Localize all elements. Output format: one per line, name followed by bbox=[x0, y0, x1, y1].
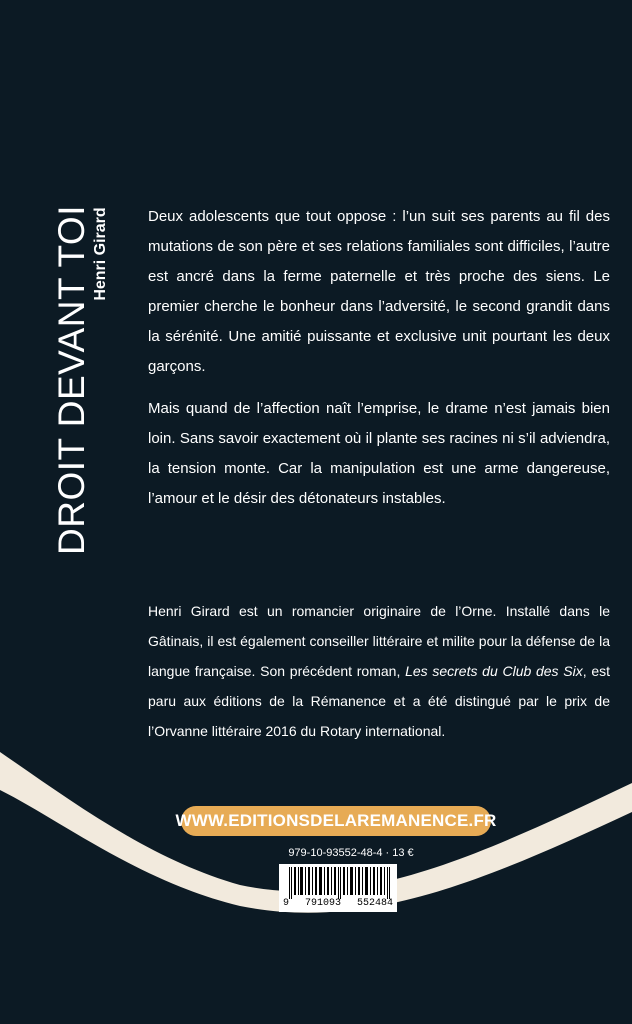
barcode-digit-first: 9 bbox=[283, 898, 290, 909]
barcode-digits bbox=[281, 898, 395, 910]
barcode bbox=[279, 864, 397, 912]
barcode-bars bbox=[289, 867, 393, 899]
book-blurb bbox=[148, 202, 610, 526]
author-bio bbox=[148, 596, 610, 746]
bio-text-end: , est paru aux éditions de la Rémanence et a été distingué par le prix de l’Orvanne littéraire 2016 du Rotary international. bbox=[148, 663, 610, 739]
bio-text-start: Henri Girard est un romancier originaire de l’Orne. Installé dans le Gâtinais, il est également conseiller littéraire et milite pour la défense de la langue française. Son précédent roman, bbox=[148, 603, 610, 679]
bio-book-title: Les secrets du Club des Six bbox=[405, 663, 583, 679]
spine-title: DROIT DEVANT TOI bbox=[51, 205, 92, 555]
publisher-url-link[interactable]: WWW.EDITIONSDELAREMANENCE.FR bbox=[181, 806, 491, 836]
barcode-digit-group-2: 552484 bbox=[356, 898, 393, 909]
blurb-paragraph-1: Deux adolescents que tout oppose : l’un suit ses parents au fil des mutations de son père et ses relations familiales sont difficiles, l’autre est ancré dans la ferme paternelle et très proche des siens. Le premier cherche le bonheur dans l’adversité, le second grandit dans la sérénité. Une amitié puissante et exclusive unit pourtant les deux garçons. bbox=[148, 208, 610, 375]
spine-author: Henri Girard bbox=[92, 207, 109, 301]
barcode-digit-group-1: 791093 bbox=[304, 898, 341, 909]
blurb-paragraph-2: Mais quand de l’affection naît l’emprise, le drame n’est jamais bien loin. Sans savoir exactement où il plante ses racines ni s’il adviendra, la tension monte. Car la manipulation est une arme dangereuse, l’amour et le désir des détonateurs instables. bbox=[148, 400, 610, 507]
isbn-price-line: 979-10-93552-48-4 · 13 € bbox=[288, 847, 414, 859]
